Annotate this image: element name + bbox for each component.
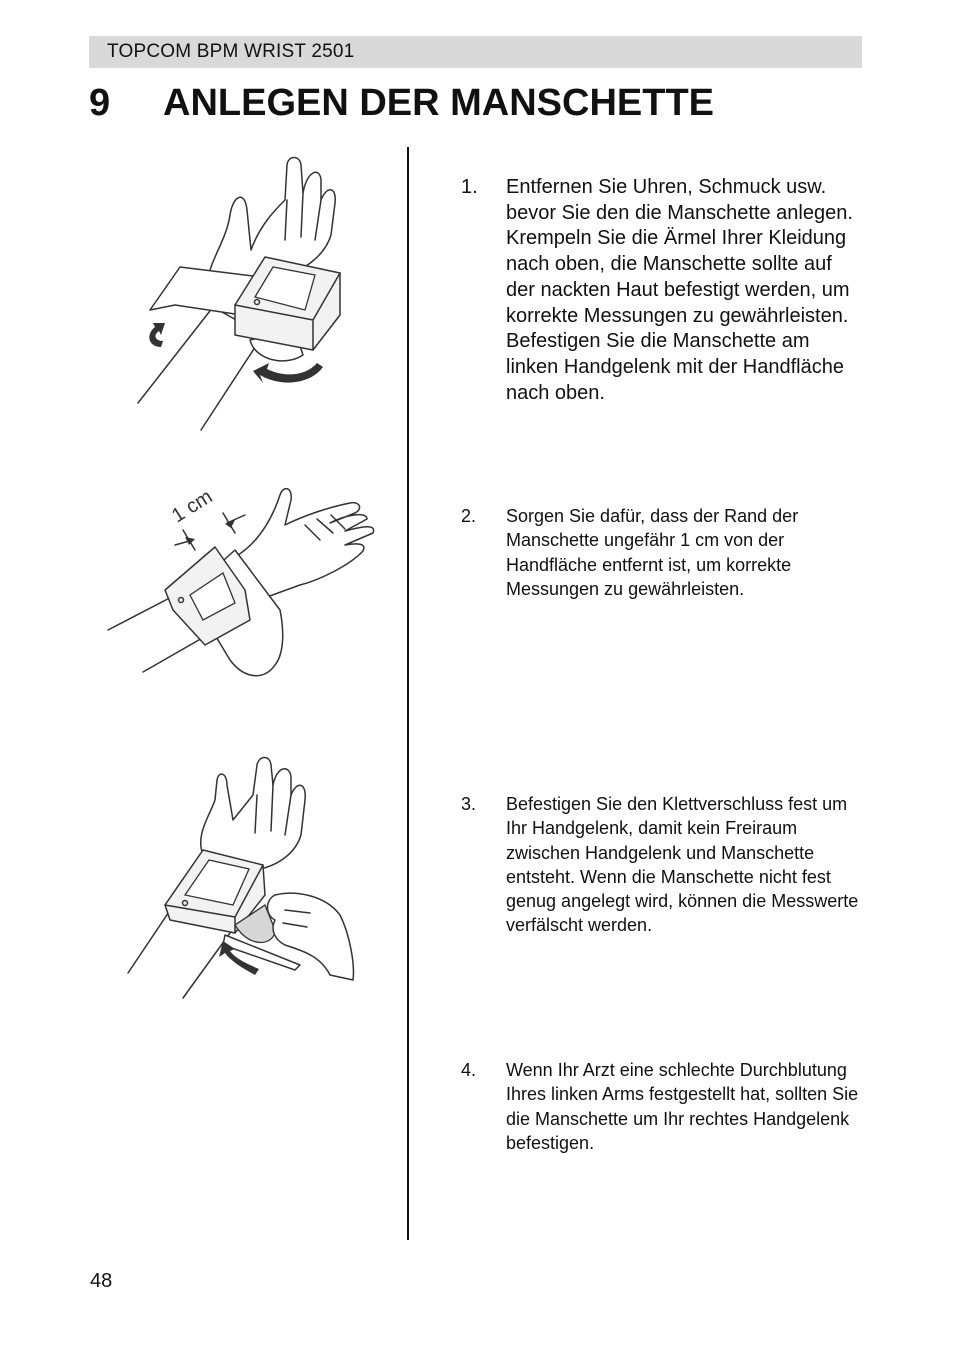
step-number: 3. — [461, 794, 477, 814]
measurement-label: 1 cm — [167, 485, 217, 528]
header-bar — [89, 36, 862, 68]
product-name: TOPCOM BPM WRIST 2501 — [107, 41, 355, 62]
wrist-cuff-velcro-fastening-illustration — [125, 755, 360, 1005]
page-number: 48 — [90, 1270, 113, 1292]
step-4 — [461, 1058, 861, 1183]
step-3 — [461, 792, 861, 967]
step-text: Wenn Ihr Arzt eine schlechte Durchblutung Ihres linken Arms festgestellt hat, sollten Sie die Manschette um Ihr rechtes Handgelenk befestigen. — [506, 1060, 859, 1153]
step-number: 2. — [461, 506, 477, 526]
step-text: Sorgen Sie dafür, dass der Rand der Manschette ungefähr 1 cm von der Handfläche entfernt ist, um korrekte Messungen zu gewährleisten. — [506, 506, 799, 599]
step-number: 1. — [461, 176, 478, 198]
step-1 — [461, 175, 861, 435]
section-number: 9 — [89, 82, 111, 124]
wrist-cuff-1cm-position-illustration — [105, 485, 380, 685]
section-heading — [89, 82, 714, 125]
column-divider — [407, 147, 409, 1240]
wrist-cuff-wrapping-illustration — [135, 155, 350, 435]
step-2 — [461, 504, 861, 604]
section-title: ANLEGEN DER MANSCHETTE — [163, 82, 715, 124]
step-number: 4. — [461, 1060, 477, 1080]
step-text: Entfernen Sie Uhren, Schmuck usw. bevor Sie den die Manschette anlegen. Krempeln Sie die Ärmel Ihrer Kleidung nach oben, die Manschette sollte auf der nackten Haut befestigt werden, um korrekte Messungen zu gewährleisten. Befestigen Sie die Manschette am linken Handgelenk mit der Handfläche nach oben. — [506, 176, 853, 404]
step-text: Befestigen Sie den Klettverschluss fest um Ihr Handgelenk, damit kein Freiraum zwischen Handgelenk und Manschette entsteht. Wenn die Manschette nicht fest genug angelegt wird, können die Messwerte verfälscht werden. — [506, 794, 859, 936]
